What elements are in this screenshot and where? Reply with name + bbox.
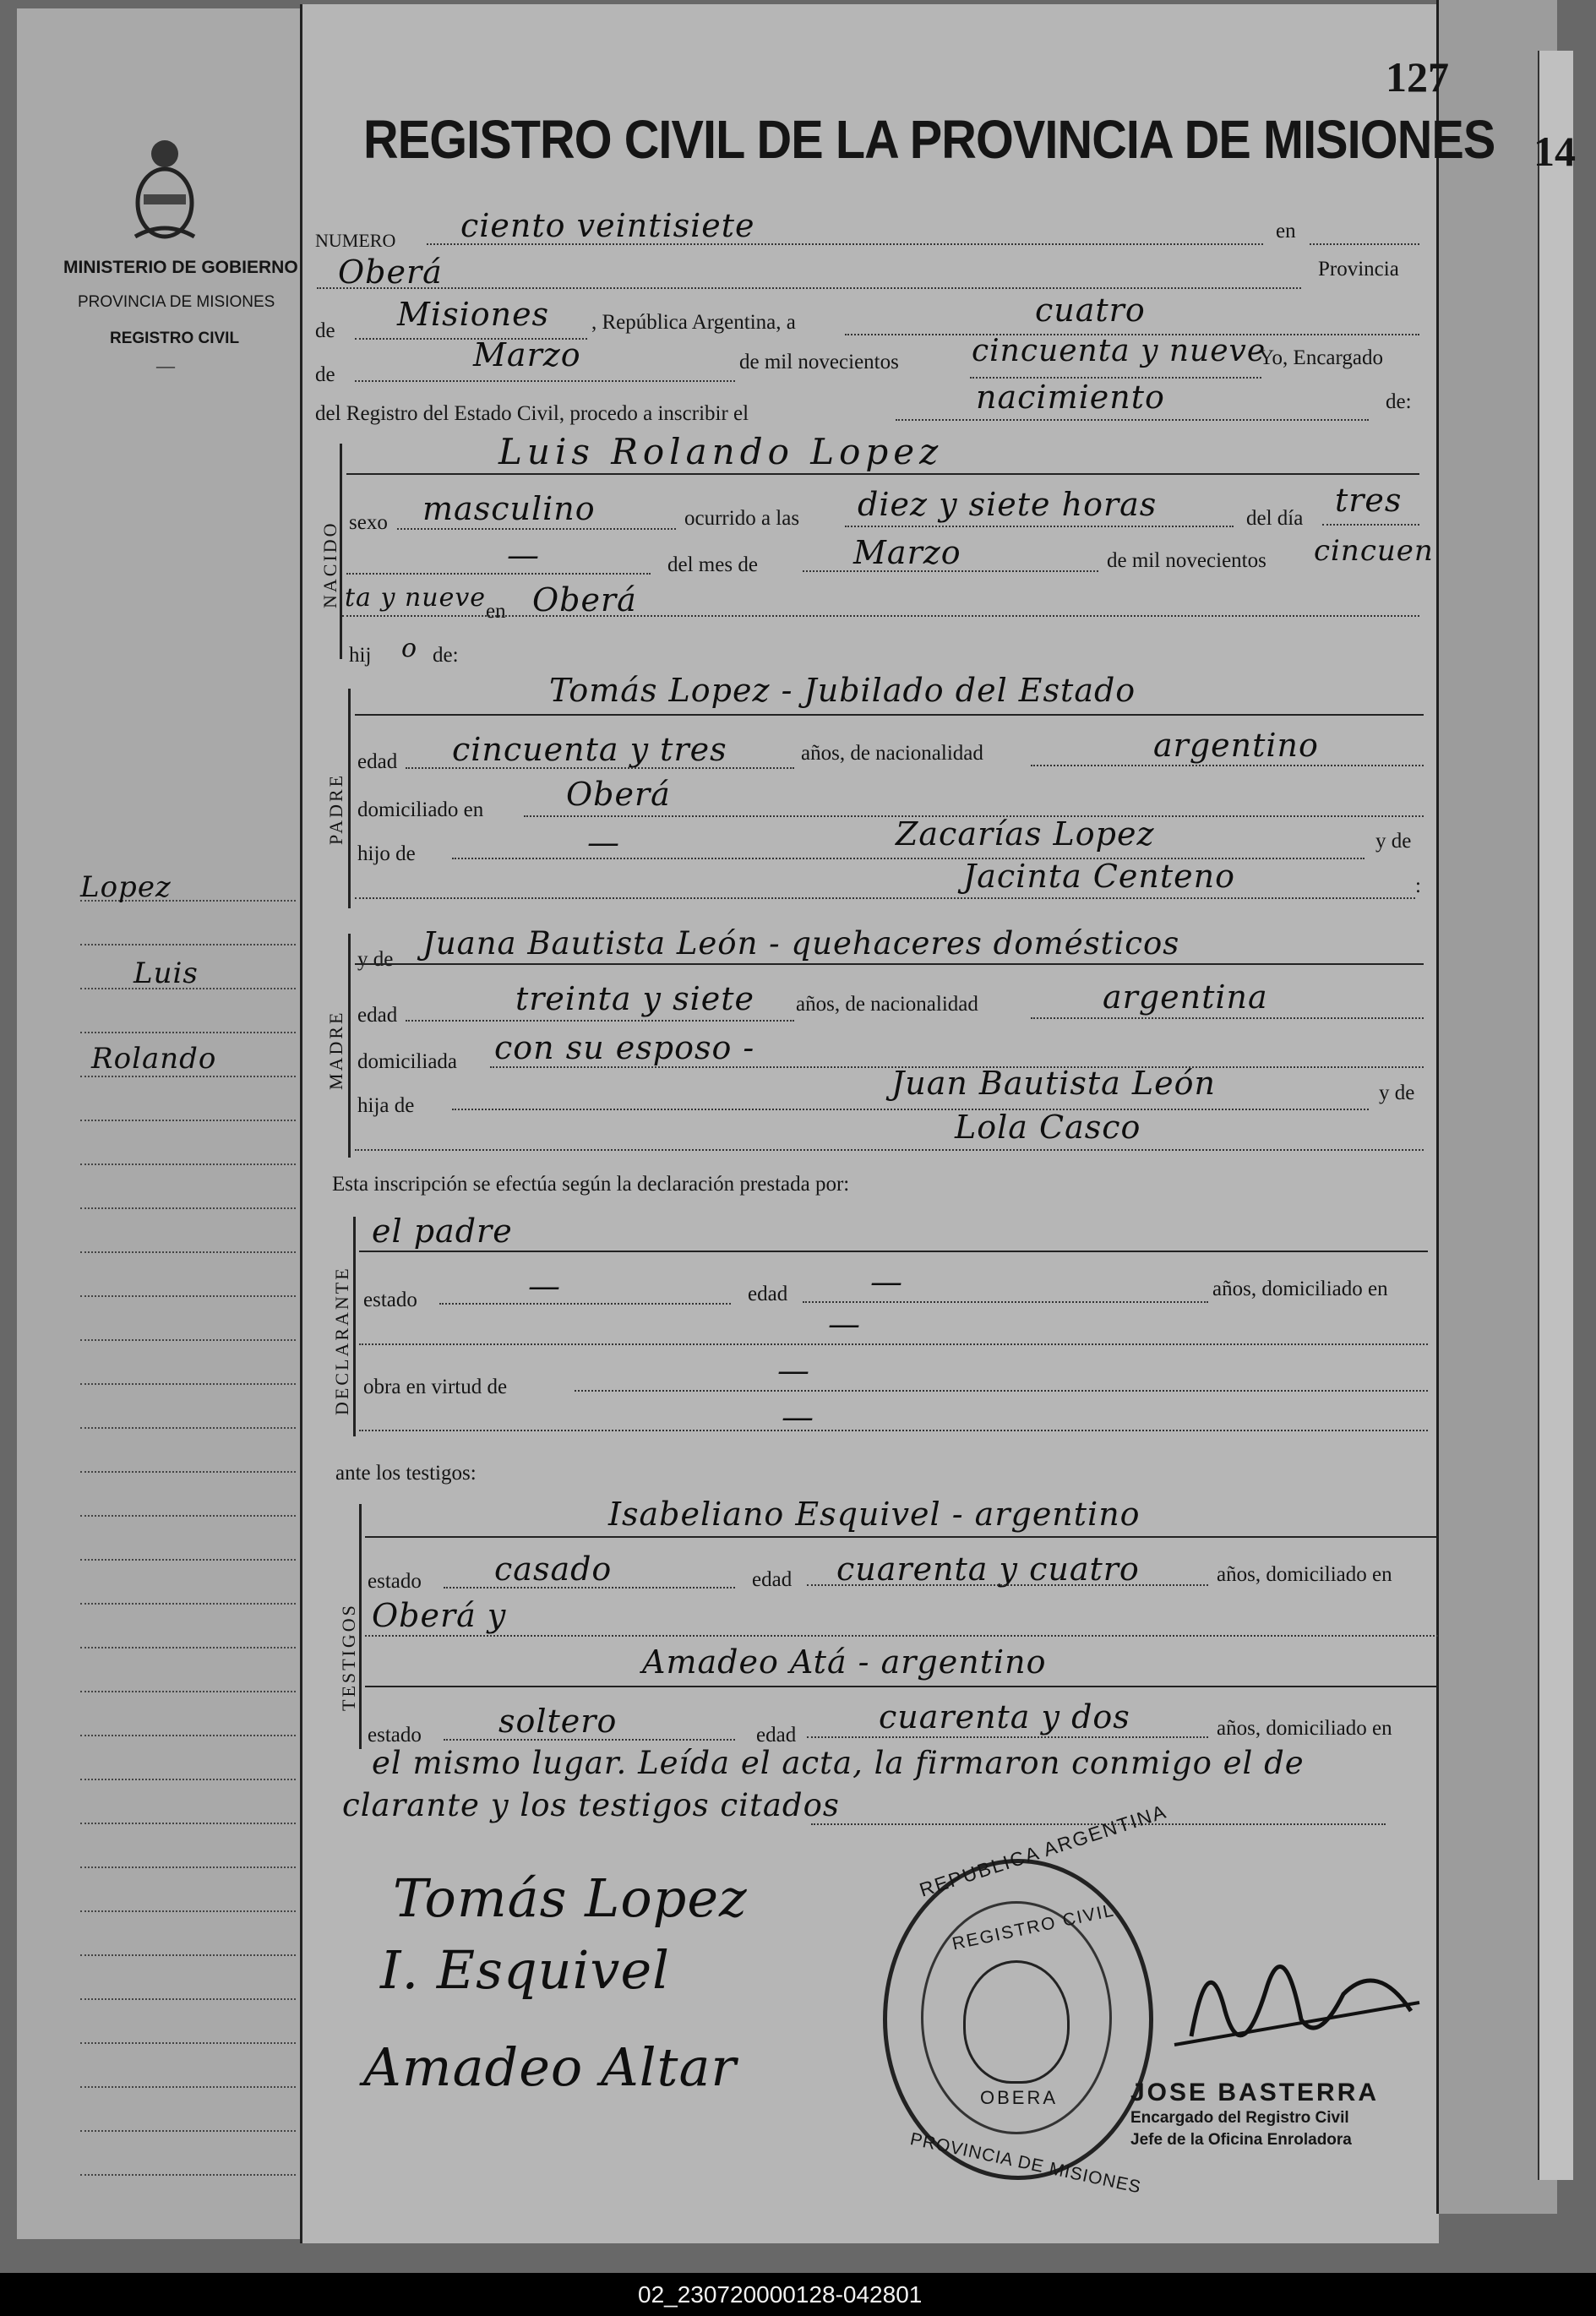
- label-estado-t2: estado: [368, 1724, 422, 1747]
- margin-rule: [80, 1251, 296, 1253]
- margin-rule: [80, 1954, 296, 1956]
- value-t1-dom: Oberá y: [372, 1597, 507, 1634]
- edge-page-number: 14: [1533, 128, 1576, 175]
- value-dia-letras: cuatro: [1035, 292, 1146, 329]
- label-provincia: Provincia: [1318, 258, 1399, 281]
- margin-rule: [80, 2042, 296, 2044]
- rule: [365, 1686, 1438, 1687]
- value-anio-nac-a: cincuen: [1314, 534, 1434, 568]
- rule: [355, 897, 1415, 899]
- margin-rule: [80, 1910, 296, 1912]
- label-estado-t1: estado: [368, 1570, 422, 1593]
- rule: [355, 714, 1424, 716]
- margin-rule: [80, 1735, 296, 1736]
- margin-rule: [80, 1998, 296, 2000]
- label-de-mil-2: de mil novecientos: [1107, 549, 1266, 572]
- value-lugar-nac: Oberá: [532, 581, 637, 619]
- rule: [1031, 1017, 1424, 1019]
- value-padre-nombre: Tomás Lopez - Jubilado del Estado: [549, 672, 1136, 709]
- rule: [355, 963, 1424, 965]
- margin-rule: [80, 1207, 296, 1209]
- rule: [406, 767, 794, 769]
- label-edad-t2: edad: [756, 1724, 797, 1747]
- value-declarante: el padre: [372, 1212, 513, 1250]
- value-obra-dash-2: —: [782, 1398, 814, 1436]
- margin-rule: [80, 1383, 296, 1385]
- value-hora: diez y siete horas: [858, 486, 1158, 523]
- margin-rule: [80, 1647, 296, 1648]
- value-obra-dash: —: [777, 1352, 810, 1389]
- rule: [803, 1301, 1208, 1303]
- rule: [346, 573, 651, 575]
- next-page-edge: [1538, 51, 1573, 2180]
- margin-rule: [80, 1032, 296, 1033]
- value-testigo1: Isabeliano Esquivel - argentino: [608, 1496, 1141, 1533]
- rule: [342, 615, 1419, 617]
- margin-rule: [80, 2130, 296, 2132]
- rule: [896, 419, 1369, 421]
- value-hijo-letra: o: [401, 634, 418, 663]
- label-numero: NUMERO: [315, 230, 396, 251]
- footer-image-id: 02_230720000128-042801: [638, 2281, 923, 2308]
- seal-city-text: OBERA: [980, 2087, 1059, 2108]
- margin-rule: [80, 1603, 296, 1605]
- value-madre-edad: treinta y siete: [515, 980, 755, 1017]
- margin-rule: [80, 1120, 296, 1121]
- value-padre-edad: cincuenta y tres: [452, 731, 727, 768]
- label-obra: obra en virtud de: [363, 1376, 508, 1398]
- rule: [359, 1251, 1428, 1252]
- value-madre-dom: con su esposo -: [494, 1029, 755, 1066]
- value-mes: Marzo: [473, 336, 581, 373]
- label-de-1: de: [315, 319, 335, 342]
- signature-testigo1: I. Esquivel: [380, 1939, 670, 2001]
- rule: [845, 526, 1234, 527]
- seal-top-text: REPUBLICA ARGENTINA: [917, 1800, 1170, 1901]
- value-dia: tres: [1335, 482, 1403, 519]
- seal-emblem-icon: [963, 1960, 1070, 2084]
- margin-rule: [80, 1823, 296, 1824]
- rule: [1031, 765, 1424, 766]
- label-edad-madre: edad: [357, 1004, 398, 1027]
- rule: [444, 1587, 735, 1589]
- seal-registry-text: REGISTRO CIVIL: [951, 1900, 1117, 1954]
- ministry-province: PROVINCIA DE MISIONES: [78, 293, 275, 311]
- label-domiciliada: domiciliada: [357, 1050, 458, 1073]
- value-decl-edad-dash: —: [870, 1263, 903, 1300]
- label-hija-de: hija de: [357, 1094, 415, 1117]
- rule: [575, 1390, 1428, 1392]
- side-nacido: NACIDO: [319, 520, 340, 608]
- value-madre-nac: argentina: [1103, 978, 1268, 1016]
- ministry-title: MINISTERIO DE GOBIERNO: [63, 258, 298, 277]
- ministry-dash: —: [156, 355, 175, 376]
- value-t1-estado: casado: [494, 1550, 613, 1588]
- label-de-padres: de:: [433, 644, 459, 667]
- value-abuelo-paterno: Zacarías Lopez: [896, 815, 1155, 853]
- rule: [439, 1303, 731, 1305]
- rule: [427, 243, 1263, 245]
- value-lugar: Oberá: [338, 253, 443, 291]
- page-title: REGISTRO CIVIL DE LA PROVINCIA DE MISIONES: [363, 109, 1495, 170]
- label-edad-padre: edad: [357, 750, 398, 773]
- label-en: en: [1276, 220, 1296, 242]
- value-acto: nacimiento: [976, 379, 1165, 416]
- label-anos-dom-decl: años, domiciliado en: [1212, 1278, 1388, 1300]
- declarante-bracket: [353, 1217, 356, 1436]
- label-republica: , República Argentina, a: [591, 311, 796, 334]
- label-anos-dom-t1: años, domiciliado en: [1217, 1563, 1392, 1586]
- label-y-de-madre: y de: [357, 948, 394, 971]
- value-decl-estado-dash: —: [528, 1267, 561, 1305]
- value-t1-edad: cuarenta y cuatro: [836, 1550, 1140, 1588]
- side-testigos: TESTIGOS: [338, 1603, 359, 1711]
- margin-rule: [80, 2086, 296, 2088]
- rule: [355, 1149, 1424, 1151]
- rule: [397, 528, 676, 530]
- label-yo-encargado: Yo, Encargado: [1259, 346, 1383, 369]
- label-anos-dom-t2: años, domiciliado en: [1217, 1717, 1392, 1740]
- margin-rule: [80, 1515, 296, 1517]
- margin-rule: [80, 2174, 296, 2176]
- label-del-mes: del mes de: [667, 553, 758, 576]
- value-decl-dom-dash: —: [828, 1305, 861, 1343]
- padre-bracket: [348, 689, 351, 908]
- value-testigo2: Amadeo Atá - argentino: [642, 1643, 1047, 1681]
- value-sexo: masculino: [422, 490, 596, 527]
- rule: [807, 1736, 1208, 1738]
- side-declarante: DECLARANTE: [331, 1266, 352, 1415]
- label-hijo-de: hijo de: [357, 842, 416, 865]
- stamp-name: JOSE BASTERRA: [1130, 2079, 1380, 2106]
- margin-rule: [80, 1471, 296, 1473]
- value-numero: ciento veintisiete: [460, 207, 755, 244]
- stamp-title: Encargado del Registro Civil: [1130, 2109, 1349, 2127]
- label-esta-inscripcion: Esta inscripción se efectúa según la declaración prestada por:: [332, 1173, 850, 1196]
- label-estado-decl: estado: [363, 1289, 417, 1311]
- signature-padre: Tomás Lopez: [393, 1867, 748, 1929]
- value-t2-edad: cuarenta y dos: [879, 1698, 1130, 1736]
- label-de-mil: de mil novecientos: [739, 351, 899, 373]
- label-ante-testigos: ante los testigos:: [335, 1462, 477, 1485]
- rule: [1322, 524, 1419, 526]
- margin-rule: [80, 1779, 296, 1780]
- label-edad-decl: edad: [748, 1283, 788, 1305]
- rule: [807, 1584, 1208, 1586]
- rule: [452, 1109, 1369, 1110]
- margin-second-name: Rolando: [91, 1042, 217, 1076]
- label-y-de-madre-2: y de: [1379, 1082, 1415, 1104]
- seal-bottom-text: PROVINCIA DE MISIONES: [908, 2129, 1143, 2198]
- label-ocurrido: ocurrido a las: [684, 507, 800, 530]
- label-anos-nac-padre: años, de nacionalidad: [801, 742, 983, 765]
- signature-encargado-icon: [1158, 1910, 1436, 2079]
- value-mes-nac: Marzo: [853, 534, 961, 571]
- rule: [355, 380, 735, 382]
- margin-rule: [80, 1339, 296, 1341]
- rule: [359, 1430, 1428, 1431]
- rule: [365, 1635, 1438, 1637]
- ministry-registry: REGISTRO CIVIL: [110, 330, 240, 347]
- margin-rule: [80, 1559, 296, 1561]
- label-anos-nac-madre: años, de nacionalidad: [796, 993, 978, 1016]
- rule: [444, 1739, 735, 1741]
- label-del-registro: del Registro del Estado Civil, procedo a inscribir el: [315, 402, 749, 425]
- label-domiciliado-padre: domiciliado en: [357, 798, 484, 821]
- value-abuela-materna: Lola Casco: [955, 1109, 1141, 1146]
- madre-bracket: [348, 934, 351, 1158]
- margin-rule: [80, 1163, 296, 1165]
- label-de-2: de: [315, 363, 335, 386]
- rule: [346, 473, 1419, 475]
- stamp-office: Jefe de la Oficina Enroladora: [1130, 2131, 1352, 2149]
- value-padre-nac: argentino: [1153, 727, 1319, 764]
- side-madre: MADRE: [325, 1010, 346, 1090]
- margin-rule: [80, 1295, 296, 1297]
- margin-rule: [80, 944, 296, 945]
- value-anio-nac-b: ta y nueve: [345, 583, 487, 613]
- rule: [406, 1020, 794, 1022]
- value-abuelo-materno: Juan Bautista León: [891, 1065, 1216, 1102]
- rule: [359, 1343, 1428, 1345]
- rule: [317, 287, 1301, 289]
- rule: [365, 1536, 1438, 1538]
- value-cierre-1: el mismo lugar. Leída el acta, la firmaron conmigo el de: [372, 1745, 1305, 1781]
- label-del-dia: del día: [1246, 507, 1304, 530]
- label-y-de-padre: y de: [1375, 830, 1412, 853]
- signature-testigo2: Amadeo Altar: [363, 2036, 738, 2098]
- margin-first-name: Luis: [133, 956, 199, 990]
- label-colon-padre: :: [1415, 875, 1421, 897]
- value-provincia: Misiones: [397, 296, 550, 333]
- value-dia-dash: —: [507, 537, 540, 574]
- rule: [803, 570, 1098, 572]
- margin-surname: Lopez: [80, 870, 172, 904]
- margin-rule: [80, 1076, 296, 1077]
- side-padre: PADRE: [325, 772, 346, 845]
- page-number: 127: [1386, 53, 1449, 101]
- value-nombre: Luis Rolando Lopez: [498, 431, 944, 472]
- rule: [1310, 243, 1419, 245]
- value-anio: cincuenta y nueve: [972, 334, 1266, 368]
- label-en-2: en: [486, 600, 506, 623]
- value-abuela-paterna: Jacinta Centeno: [963, 858, 1235, 895]
- label-sexo: sexo: [349, 511, 388, 534]
- value-padre-hijo-dash: —: [587, 824, 620, 861]
- label-edad-t1: edad: [752, 1568, 793, 1591]
- margin-rule: [80, 1427, 296, 1429]
- margin-rule: [80, 1691, 296, 1692]
- value-madre-nombre: Juana Bautista León - quehaceres domésticos: [422, 925, 1180, 962]
- value-padre-dom: Oberá: [566, 776, 671, 813]
- label-de-colon: de:: [1386, 390, 1412, 413]
- value-cierre-2: clarante y los testigos citados: [342, 1787, 840, 1823]
- margin-rule: [80, 1866, 296, 1868]
- national-crest-icon: [127, 135, 203, 245]
- label-hij: hij: [349, 644, 372, 667]
- value-t2-estado: soltero: [498, 1703, 618, 1740]
